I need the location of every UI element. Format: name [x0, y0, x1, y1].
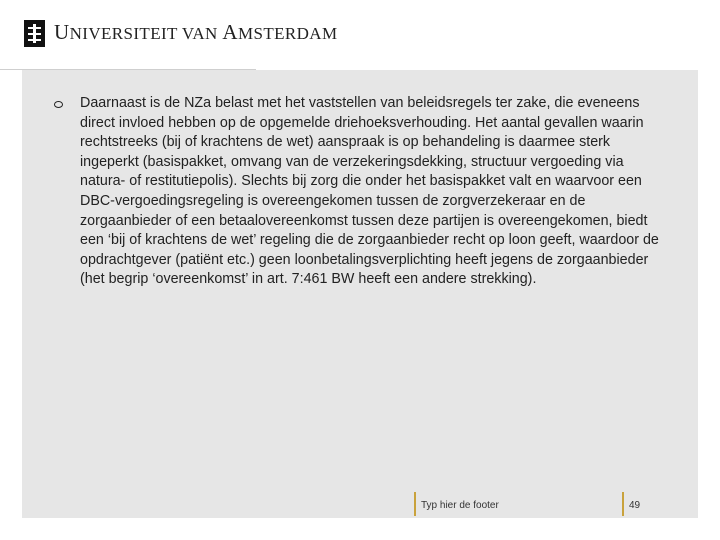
footer-divider-left: [414, 492, 416, 516]
university-logo-text: UNIVERSITEIT VAN AMSTERDAM: [54, 20, 338, 44]
hollow-bullet-icon: [54, 101, 63, 108]
footer-text: Typ hier de footer: [421, 500, 499, 511]
uva-shield-icon: [24, 20, 45, 47]
header: [0, 0, 720, 70]
page-number: 49: [629, 500, 641, 511]
footer-divider-right: [622, 492, 624, 516]
slide-body-text: Daarnaast is de NZa belast met het vaststellen van beleidsregels ter zake, die eveneens direct invloed hebben op de opgemelde driehoeksverhouding. Het aantal gevallen waarin rechtstreeks (bij of krachtens de wet) aanspraak is op behandeling is daarmee sterk ingeperkt (basispakket, omvang van de verzekeringsdekking, structuur vergoeding via natura- of restitutiepolis). Slechts bij zorg die onder het basispakket valt en waarvoor een DBC-vergoedingsregeling is overeengekomen tussen de zorgverzekeraar en de zorgaanbieder of een betaalovereenkomst tussen deze partijen is overeengekomen, biedt een ‘bij of krachtens de wet’ regeling die de zorgaanbieder recht op loon geeft, waardoor de opdrachtgever (patiënt etc.) geen loonbetalingsverplichting heeft jegens de zorgaanbieder (het begrip ‘overeenkomst’ in art. 7:461 BW heeft een andere strekking).: [80, 95, 659, 288]
